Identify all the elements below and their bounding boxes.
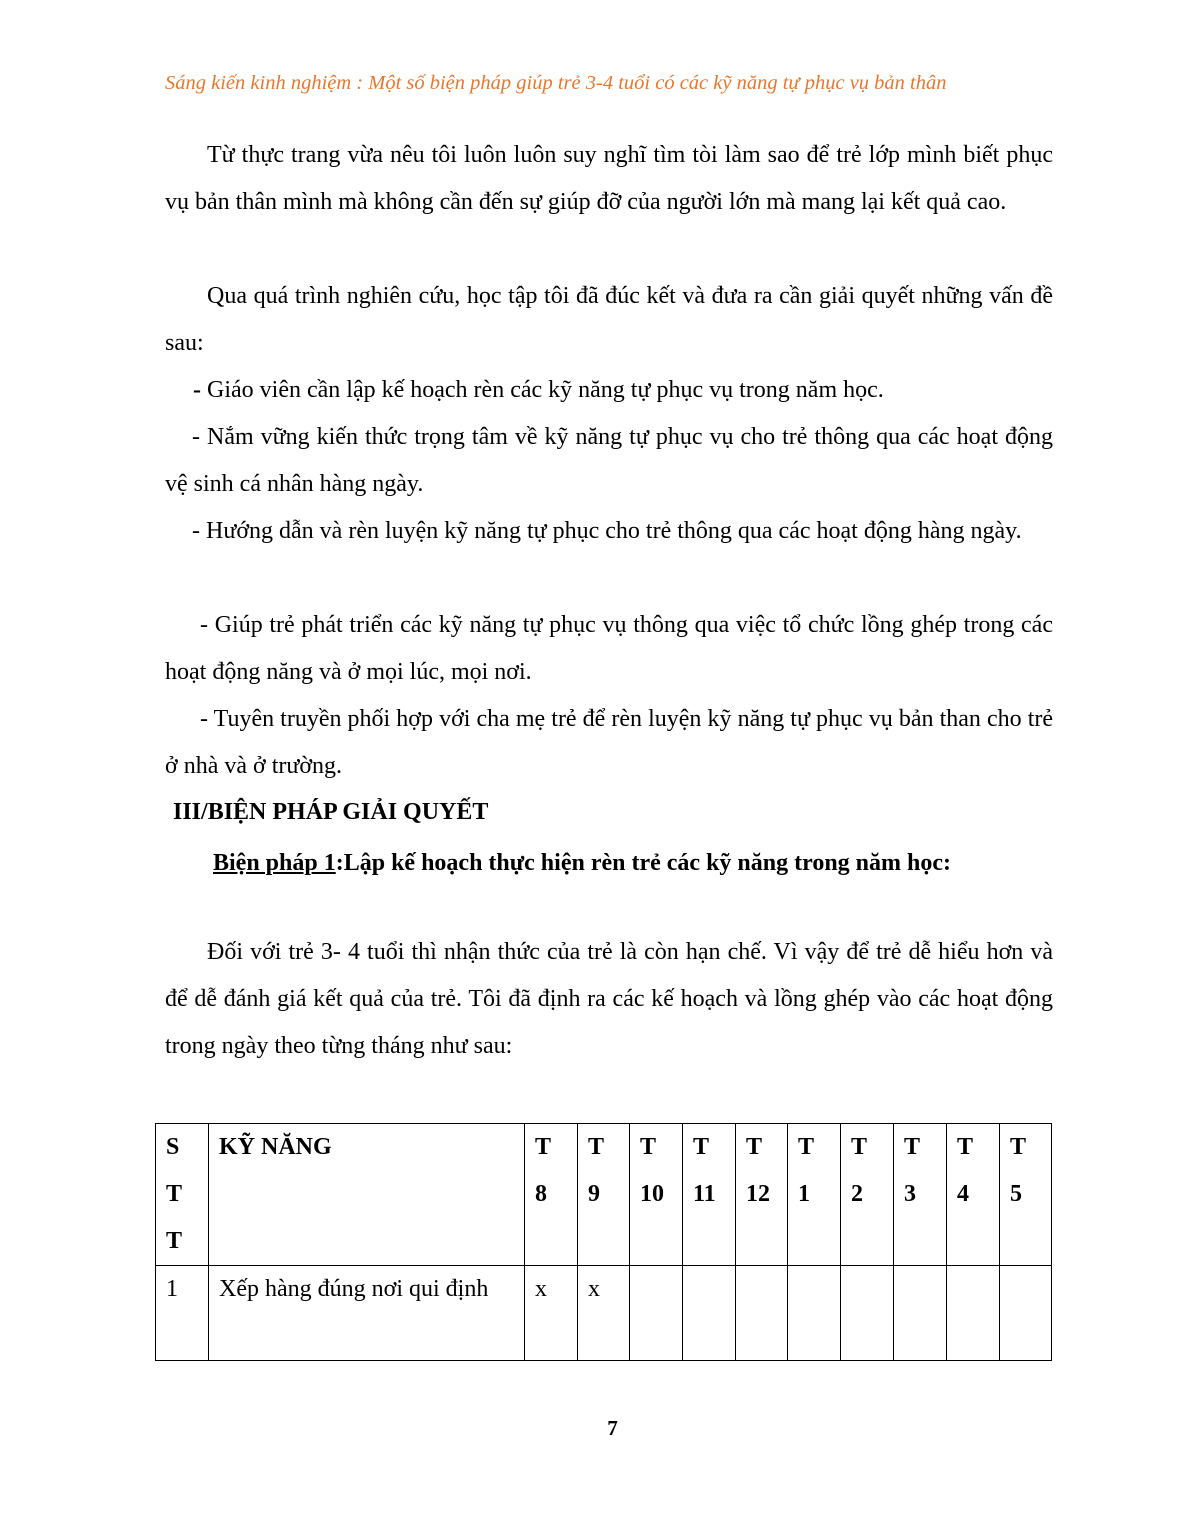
month-header-t8 xyxy=(525,1124,578,1266)
month-header-letter: T xyxy=(904,1134,921,1160)
row-mark xyxy=(947,1266,1000,1361)
stt-header-char: T xyxy=(166,1228,183,1254)
month-header-t3 xyxy=(894,1124,947,1266)
bullet-guidance: - Hướng dẫn và rèn luyện kỹ năng tự phục cho trẻ thông qua các hoạt động hàng ngày. xyxy=(192,518,1022,544)
paragraph-intro: Từ thực trang vừa nêu tôi luôn luôn suy nghĩ tìm tòi làm sao để trẻ lớp mình biết phục vụ bản thân mình mà không cần đến sự giúp đỡ của người lớn mà mang lại kết quả cao. xyxy=(165,142,1053,215)
month-header-number: 11 xyxy=(693,1181,716,1207)
bullet-plan-text: Giáo viên cần lập kế hoạch rèn các kỹ năng tự phục vụ trong năm học. xyxy=(201,377,884,403)
stt-header xyxy=(156,1124,209,1266)
table-header-row xyxy=(156,1124,1052,1266)
row-mark xyxy=(1000,1266,1052,1361)
bullet-dash: - xyxy=(193,377,201,403)
month-header-t11 xyxy=(683,1124,736,1266)
row-mark: x xyxy=(525,1266,578,1361)
document-header: Sáng kiến kinh nghiệm : Một số biện pháp giúp trẻ 3-4 tuổi có các kỹ năng tự phục vụ bản thân xyxy=(165,72,947,94)
month-header-number: 3 xyxy=(904,1181,916,1207)
row-mark xyxy=(894,1266,947,1361)
month-header-letter: T xyxy=(693,1134,710,1160)
month-header-letter: T xyxy=(535,1134,552,1160)
measure-title-text: :Lập kế hoạch thực hiện rèn trẻ các kỹ năng trong năm học: xyxy=(335,850,952,876)
page-number: 7 xyxy=(607,1416,618,1440)
row-mark xyxy=(683,1266,736,1361)
month-header-number: 9 xyxy=(588,1181,600,1207)
bullet-plan xyxy=(193,367,884,414)
month-header-letter: T xyxy=(957,1134,974,1160)
month-header-letter: T xyxy=(1010,1134,1027,1160)
month-header-t1 xyxy=(788,1124,841,1266)
table-row xyxy=(156,1266,1052,1361)
month-header-letter: T xyxy=(640,1134,657,1160)
paragraph-research: Qua quá trình nghiên cứu, học tập tôi đã đúc kết và đưa ra cần giải quyết những vấn đề sau: xyxy=(165,283,1053,356)
measure-label: Biện pháp 1 xyxy=(213,850,336,876)
month-header-letter: T xyxy=(851,1134,868,1160)
month-header-number: 10 xyxy=(640,1181,664,1207)
month-header-t5 xyxy=(1000,1124,1052,1266)
bullet-coordination: - Tuyên truyền phối hợp với cha mẹ trẻ để rèn luyện kỹ năng tự phục vụ bản than cho trẻ ở nhà và ở trường. xyxy=(165,706,1053,779)
skill-header: KỸ NĂNG xyxy=(209,1124,525,1266)
section-heading: III/BIỆN PHÁP GIẢI QUYẾT xyxy=(173,799,489,825)
month-header-t10 xyxy=(630,1124,683,1266)
row-mark xyxy=(841,1266,894,1361)
month-header-letter: T xyxy=(798,1134,815,1160)
month-header-number: 12 xyxy=(746,1181,770,1207)
bullet-knowledge: - Nắm vững kiến thức trọng tâm về kỹ năng tự phục vụ cho trẻ thông qua các hoạt động vệ sinh cá nhân hàng ngày. xyxy=(165,424,1053,497)
month-header-number: 4 xyxy=(957,1181,969,1207)
month-header-t9 xyxy=(578,1124,630,1266)
row-skill: Xếp hàng đúng nơi qui định xyxy=(209,1266,525,1361)
row-mark xyxy=(630,1266,683,1361)
measure-title xyxy=(165,840,1053,887)
bullet-development: - Giúp trẻ phát triển các kỹ năng tự phục vụ thông qua việc tổ chức lồng ghép trong các hoạt động năng và ở mọi lúc, mọi nơi. xyxy=(165,612,1053,685)
month-header-t12 xyxy=(736,1124,788,1266)
skills-plan-table xyxy=(155,1123,1052,1361)
month-header-letter: T xyxy=(746,1134,763,1160)
month-header-number: 8 xyxy=(535,1181,547,1207)
month-header-number: 2 xyxy=(851,1181,863,1207)
row-mark xyxy=(736,1266,788,1361)
month-header-t4 xyxy=(947,1124,1000,1266)
month-header-t2 xyxy=(841,1124,894,1266)
row-mark: x xyxy=(578,1266,630,1361)
row-stt: 1 xyxy=(156,1266,209,1361)
month-header-number: 5 xyxy=(1010,1181,1022,1207)
month-header-letter: T xyxy=(588,1134,605,1160)
paragraph-plan: Đối với trẻ 3- 4 tuổi thì nhận thức của trẻ là còn hạn chế. Vì vậy để trẻ dễ hiểu hơn và để dễ đánh giá kết quả của trẻ. Tôi đã định ra các kế hoạch và lồng ghép vào các hoạt động trong ngày theo từng tháng như sau: xyxy=(165,939,1053,1059)
month-header-number: 1 xyxy=(798,1181,810,1207)
row-mark xyxy=(788,1266,841,1361)
stt-header-char: T xyxy=(166,1181,183,1207)
stt-header-char: S xyxy=(166,1134,180,1160)
